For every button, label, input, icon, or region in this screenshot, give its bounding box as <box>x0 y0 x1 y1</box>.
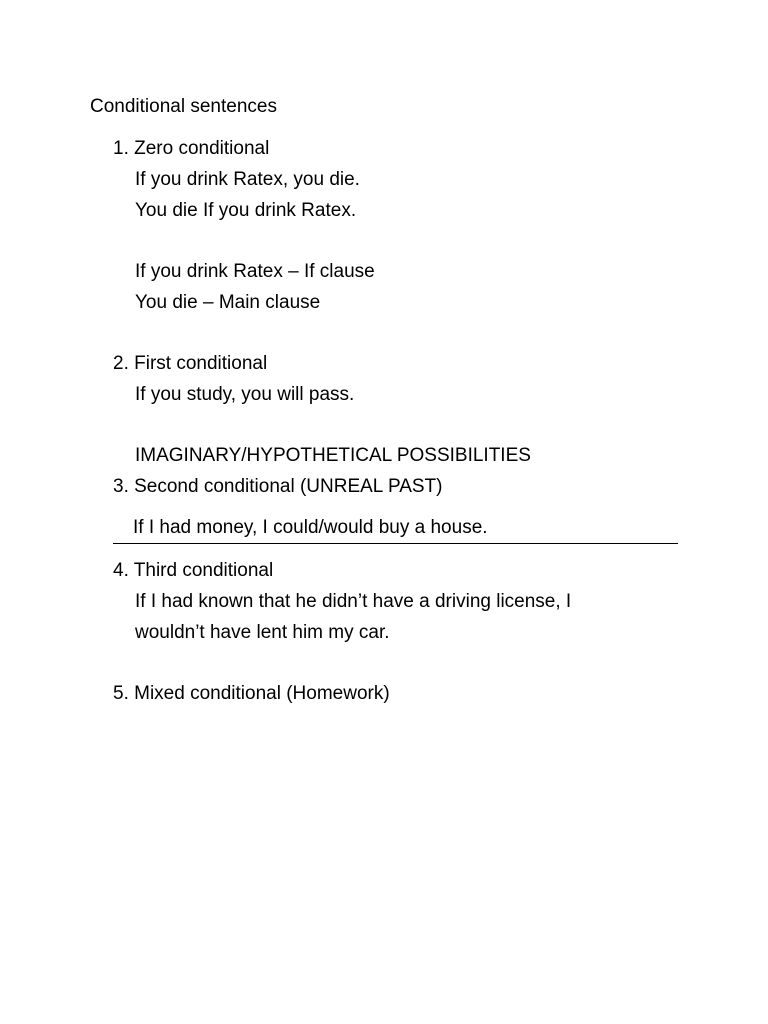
document-title: Conditional sentences <box>90 96 277 117</box>
horizontal-rule <box>113 543 678 544</box>
section-line: If you drink Ratex, you die. <box>135 169 360 190</box>
section-line: wouldn’t have lent him my car. <box>135 622 390 643</box>
section-line: You die – Main clause <box>135 292 321 313</box>
section-heading-second-conditional: 3. Second conditional (UNREAL PAST) <box>113 476 443 497</box>
section-line: If I had known that he didn’t have a driving license, I <box>135 591 572 612</box>
section-line: If you drink Ratex – If clause <box>135 261 375 282</box>
section-heading-mixed-conditional: 5. Mixed conditional (Homework) <box>113 683 390 704</box>
section-line: You die If you drink Ratex. <box>135 200 357 221</box>
section-line: IMAGINARY/HYPOTHETICAL POSSIBILITIES <box>135 445 531 466</box>
section-heading-first-conditional: 2. First conditional <box>113 353 268 374</box>
section-line: If you study, you will pass. <box>135 384 355 405</box>
section-heading-third-conditional: 4. Third conditional <box>113 560 274 581</box>
section-line: If I had money, I could/would buy a house. <box>133 517 488 538</box>
section-heading-zero-conditional: 1. Zero conditional <box>113 138 270 159</box>
